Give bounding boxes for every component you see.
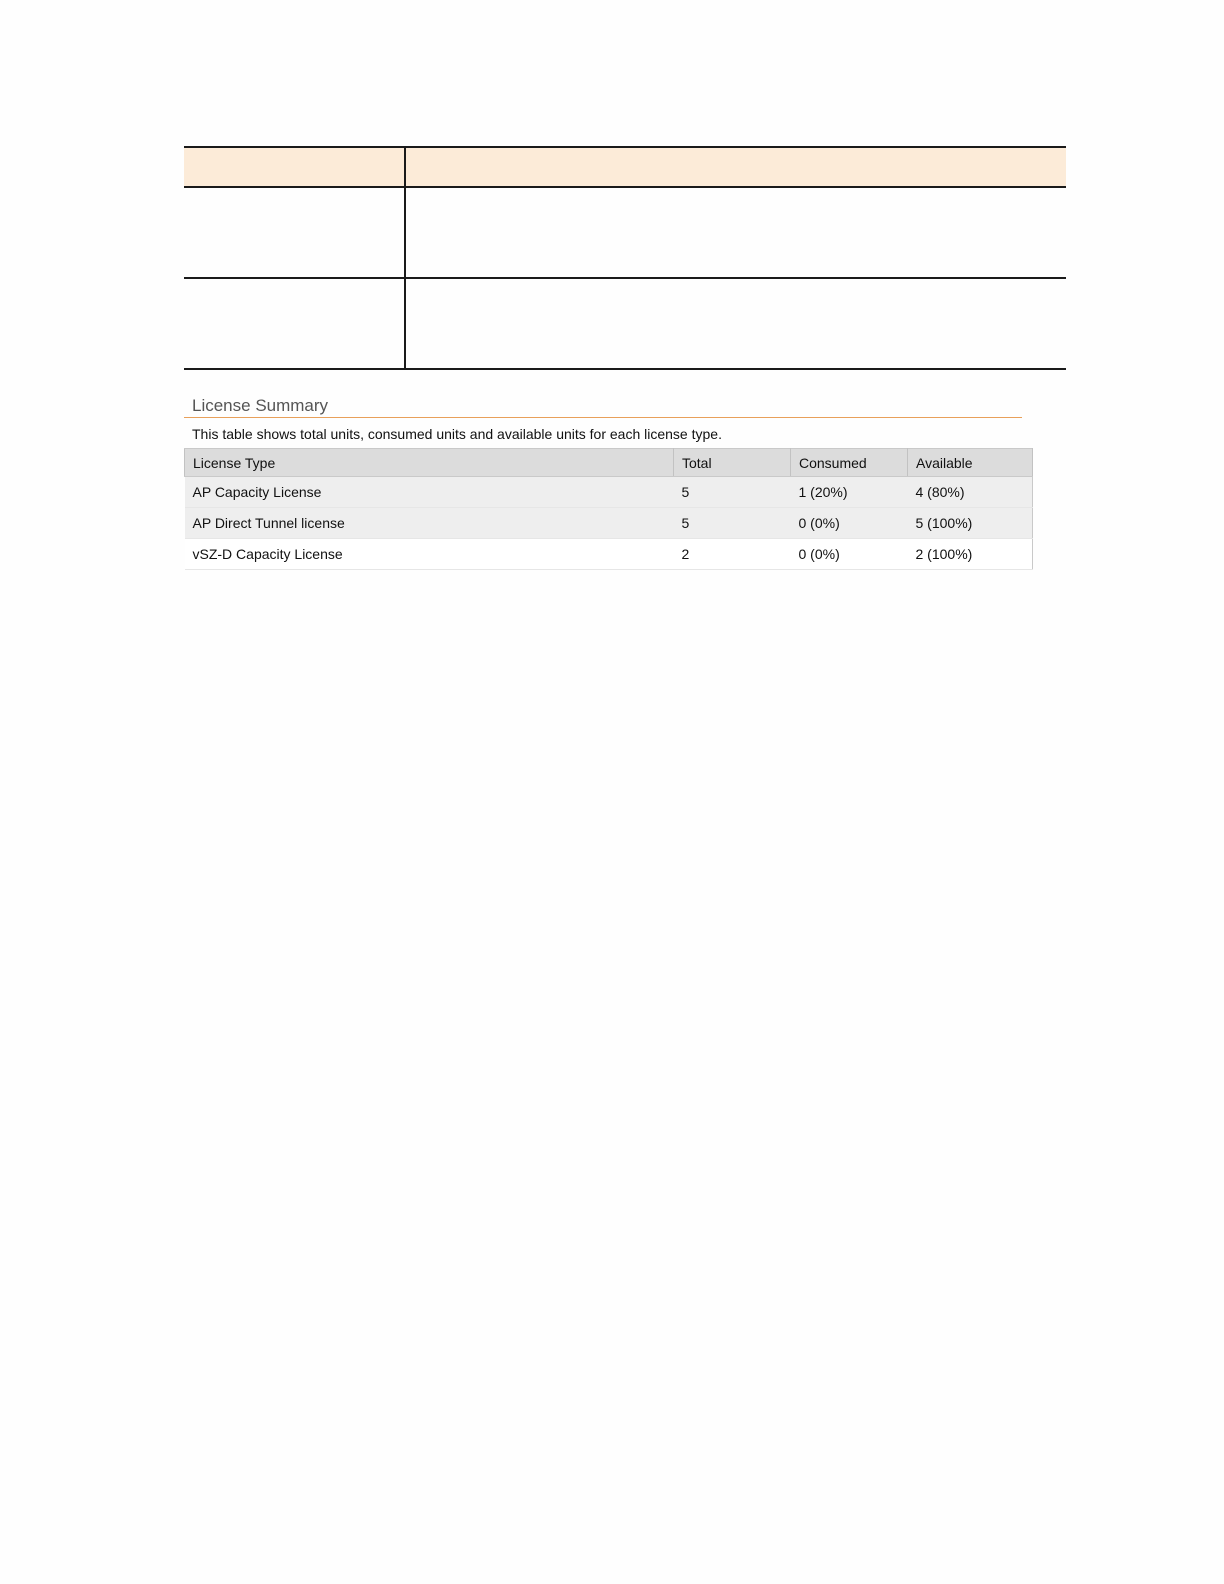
table-row[interactable] (185, 477, 1033, 508)
column-header-total[interactable]: Total (674, 449, 791, 477)
license-summary-panel (184, 392, 1022, 570)
document-table-header-cell (405, 147, 1066, 187)
column-header-consumed[interactable]: Consumed (791, 449, 908, 477)
license-summary-description: This table shows total units, consumed units and available units for each license type. (192, 426, 722, 442)
total-cell: 5 (674, 477, 791, 508)
available-cell: 5 (100%) (908, 508, 1033, 539)
column-header-available[interactable]: Available (908, 449, 1033, 477)
license-type-cell: AP Capacity License (185, 477, 674, 508)
document-table-cell (184, 187, 405, 278)
total-cell: 2 (674, 539, 791, 570)
license-summary-table (184, 448, 1033, 570)
table-row[interactable] (185, 508, 1033, 539)
document-table-cell (184, 278, 405, 369)
license-type-cell: AP Direct Tunnel license (185, 508, 674, 539)
available-cell: 2 (100%) (908, 539, 1033, 570)
document-table-row (184, 187, 1066, 278)
consumed-cell: 0 (0%) (791, 508, 908, 539)
document-table-header-cell (184, 147, 405, 187)
consumed-cell: 1 (20%) (791, 477, 908, 508)
table-header-row (185, 449, 1033, 477)
document-table-cell (405, 187, 1066, 278)
consumed-cell: 0 (0%) (791, 539, 908, 570)
license-type-cell: vSZ-D Capacity License (185, 539, 674, 570)
total-cell: 5 (674, 508, 791, 539)
column-header-license-type[interactable]: License Type (185, 449, 674, 477)
document-table-row (184, 278, 1066, 369)
table-row[interactable] (185, 539, 1033, 570)
available-cell: 4 (80%) (908, 477, 1033, 508)
document-table (184, 146, 1066, 370)
document-table-cell (405, 278, 1066, 369)
license-summary-title: License Summary (184, 392, 1022, 418)
document-table-header-row (184, 147, 1066, 187)
